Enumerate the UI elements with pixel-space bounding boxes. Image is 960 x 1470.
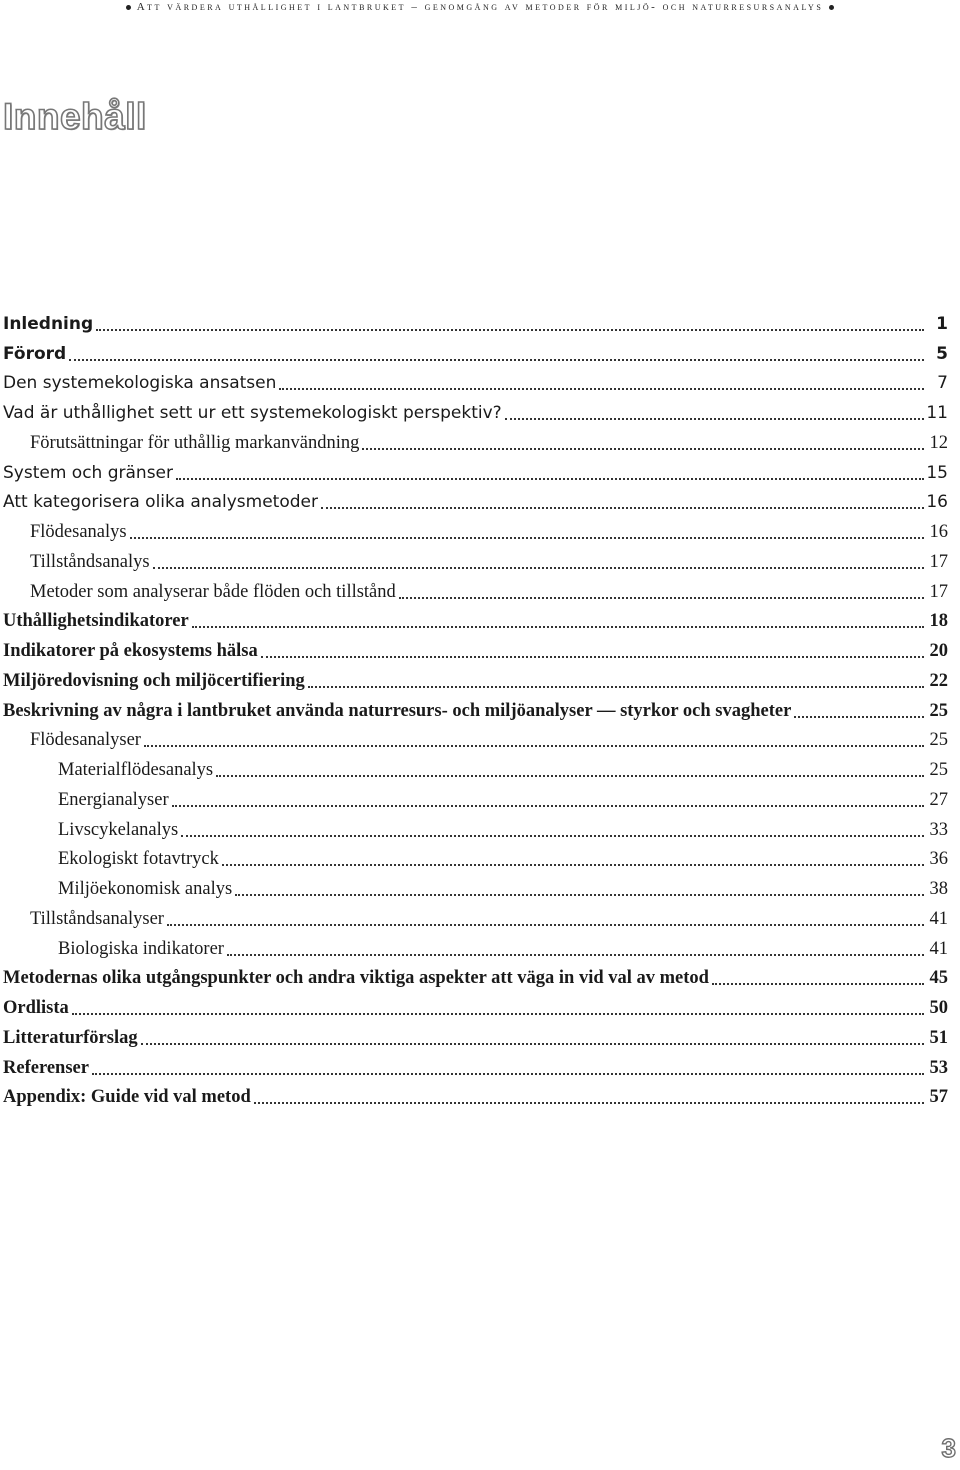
dot-leader	[279, 388, 924, 390]
toc-entry-page: 51	[929, 1027, 948, 1048]
toc-entry[interactable]	[3, 607, 948, 637]
dot-leader	[362, 448, 924, 450]
page-number: 3	[941, 1433, 956, 1463]
toc-entry-label: Tillståndsanalys	[30, 551, 150, 572]
toc-entry-page: 17	[929, 551, 948, 572]
dot-leader	[222, 864, 924, 866]
toc-entry-label: Miljöredovisning och miljöcertifiering	[3, 670, 305, 691]
toc-entry-page: 20	[929, 641, 948, 662]
running-title: Att värdera uthållighet i lantbruket – genomgång av metoder för miljö- och naturresursanalys	[136, 1, 824, 13]
toc-entry[interactable]	[3, 696, 948, 726]
toc-entry-label: Ekologiskt fotavtryck	[58, 849, 219, 870]
toc-entry-label: Förutsättningar för uthållig markanvändning	[30, 432, 360, 453]
toc-entry-label: Förord	[3, 343, 67, 364]
toc-entry[interactable]	[3, 577, 948, 607]
toc-entry-page: 18	[929, 611, 948, 632]
toc-entry[interactable]	[3, 309, 948, 339]
toc-entry[interactable]	[3, 636, 948, 666]
dot-leader	[92, 1073, 924, 1075]
toc-entry[interactable]	[3, 1083, 948, 1113]
toc-entry-page: 15	[926, 462, 948, 483]
toc-entry-page: 17	[929, 581, 948, 602]
toc-entry-label: Metodernas olika utgångspunkter och andra viktiga aspekter att väga in vid val av metod	[3, 968, 709, 989]
toc-entry-label: Energianalyser	[58, 789, 169, 810]
dot-leader	[321, 507, 924, 509]
running-header	[0, 0, 960, 14]
dot-leader	[254, 1102, 924, 1104]
toc-entry-page: 41	[929, 908, 948, 929]
toc-entry-page: 50	[929, 998, 948, 1019]
toc-entry-label: Inledning	[3, 313, 94, 334]
dot-leader	[141, 1043, 924, 1045]
toc-entry-label: Referenser	[3, 1057, 89, 1078]
toc-entry-label: Ordlista	[3, 998, 69, 1019]
toc-entry-page: 45	[929, 968, 948, 989]
toc-entry-page: 41	[929, 938, 948, 959]
dot-leader	[235, 894, 924, 896]
toc-entry[interactable]	[3, 428, 948, 458]
toc-entry[interactable]	[3, 547, 948, 577]
toc-entry[interactable]	[3, 398, 948, 428]
toc-entry-label: Vad är uthållighet sett ur ett systemekologiskt perspektiv?	[3, 403, 502, 424]
toc-entry-page: 38	[929, 879, 948, 900]
toc-entry-label: Att kategorisera olika analysmetoder	[3, 492, 318, 513]
toc-entry-label: Tillståndsanalyser	[30, 908, 164, 929]
dot-leader	[69, 359, 924, 361]
toc-entry[interactable]	[3, 369, 948, 399]
dot-leader	[153, 567, 924, 569]
toc-entry[interactable]	[3, 934, 948, 964]
toc-entry[interactable]	[3, 993, 948, 1023]
dot-leader	[216, 775, 924, 777]
dot-leader	[130, 537, 924, 539]
toc-entry[interactable]	[3, 904, 948, 934]
toc-entry-label: Uthållighetsindikatorer	[3, 611, 189, 632]
toc-entry-page: 7	[937, 373, 948, 394]
dot-leader	[96, 329, 924, 331]
dot-leader	[505, 418, 924, 420]
dot-leader	[712, 983, 924, 985]
toc-entry[interactable]	[3, 874, 948, 904]
dot-leader	[72, 1013, 924, 1015]
dot-leader	[144, 745, 924, 747]
toc-entry-page: 25	[929, 730, 948, 751]
toc-entry[interactable]	[3, 1053, 948, 1083]
dot-leader	[227, 954, 924, 956]
table-of-contents	[3, 309, 948, 1112]
page-title: Innehåll	[3, 96, 147, 137]
toc-entry[interactable]	[3, 755, 948, 785]
toc-entry-label: Miljöekonomisk analys	[58, 879, 233, 900]
toc-entry-label: Beskrivning av några i lantbruket använda naturresurs- och miljöanalyser — styrkor och svagheter	[3, 700, 792, 721]
toc-entry-label: Litteraturförslag	[3, 1027, 138, 1048]
toc-entry-page: 53	[929, 1057, 948, 1078]
toc-entry[interactable]	[3, 726, 948, 756]
toc-entry-label: Flödesanalyser	[30, 730, 141, 751]
toc-entry[interactable]	[3, 488, 948, 518]
toc-entry-page: 36	[929, 849, 948, 870]
dot-leader	[181, 835, 924, 837]
dot-leader	[261, 656, 924, 658]
toc-entry-label: System och gränser	[3, 462, 173, 483]
toc-entry-page: 22	[929, 670, 948, 691]
toc-entry[interactable]	[3, 815, 948, 845]
toc-entry-label: Materialflödesanalys	[58, 760, 214, 781]
toc-entry-page: 57	[929, 1087, 948, 1108]
toc-entry-label: Appendix: Guide vid val metod	[3, 1087, 251, 1108]
toc-entry-page: 1	[936, 313, 948, 334]
toc-entry[interactable]	[3, 517, 948, 547]
dot-leader	[794, 716, 924, 718]
toc-entry[interactable]	[3, 666, 948, 696]
toc-entry-page: 16	[926, 492, 948, 513]
toc-entry-label: Flödesanalys	[30, 522, 127, 543]
toc-entry-page: 11	[926, 403, 948, 424]
toc-entry-label: Den systemekologiska ansatsen	[3, 373, 277, 394]
bullet-icon	[126, 5, 131, 10]
dot-leader	[399, 597, 924, 599]
toc-entry-page: 33	[929, 819, 948, 840]
toc-entry-label: Indikatorer på ekosystems hälsa	[3, 641, 258, 662]
toc-entry[interactable]	[3, 964, 948, 994]
toc-entry-page: 12	[929, 432, 948, 453]
bullet-icon	[829, 5, 834, 10]
toc-entry[interactable]	[3, 785, 948, 815]
toc-entry[interactable]	[3, 1023, 948, 1053]
toc-entry[interactable]	[3, 458, 948, 488]
toc-entry-label: Livscykelanalys	[58, 819, 179, 840]
toc-entry-page: 16	[929, 522, 948, 543]
dot-leader	[192, 626, 924, 628]
dot-leader	[308, 686, 924, 688]
toc-entry[interactable]	[3, 845, 948, 875]
toc-entry-page: 25	[929, 760, 948, 781]
toc-entry-page: 5	[936, 343, 948, 364]
dot-leader	[167, 924, 924, 926]
toc-entry-page: 27	[929, 789, 948, 810]
toc-entry-page: 25	[929, 700, 948, 721]
dot-leader	[172, 805, 924, 807]
dot-leader	[176, 478, 924, 480]
toc-entry-label: Metoder som analyserar både flöden och tillstånd	[30, 581, 396, 602]
toc-entry[interactable]	[3, 339, 948, 369]
toc-entry-label: Biologiska indikatorer	[58, 938, 224, 959]
